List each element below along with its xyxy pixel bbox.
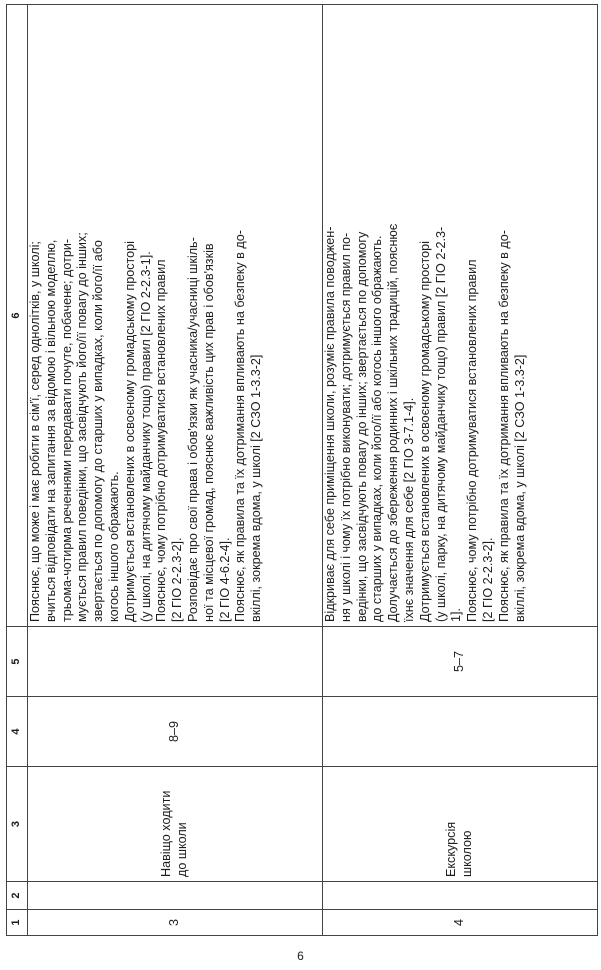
empty-cell (28, 882, 323, 910)
header-cell-2: 2 (7, 882, 28, 910)
result-line: ної та місцевої громад, пояснює важливість цих прав і обов'язків (201, 243, 216, 622)
result-line: Пояснює, як правила та їх дотримання впливають на безпеку в до- (496, 230, 511, 622)
result-line: 1]. (449, 607, 464, 622)
result-line: їхнє значення для себе [2 ГІО 3-7.1-4]. (401, 397, 416, 622)
table-row (323, 5, 598, 936)
hours-cell (28, 627, 323, 697)
title-line: до школи (175, 822, 189, 877)
lesson-title (323, 767, 598, 882)
row-number: 4 (323, 910, 598, 936)
result-line: [2 ГІО 4-6.2-4]. (217, 537, 232, 622)
hours-cell: 5–7 (323, 627, 598, 697)
result-line: (у школі, на дитячому майданчику тощо) правил [2 ГІО 2-2.3-1]. (138, 251, 153, 622)
header-cell-3: 3 (7, 767, 28, 882)
expected-results (28, 5, 323, 627)
table-row (28, 5, 323, 936)
result-line: до старших у випадках, коли його/її або когось іншого ображають. (370, 235, 385, 622)
result-line: когось іншого ображають. (106, 471, 121, 622)
result-line: Пояснює, чому потрібно дотримуватися встановлених правил (154, 259, 169, 622)
title-line: школою (460, 830, 474, 877)
result-line: звертається по допомогу до старших у випадках, коли його/її або (91, 240, 106, 622)
header-cell-5: 5 (7, 627, 28, 697)
result-line: вкіллі, зокрема вдома, у школі [2 СЗО 1-3.3-2] (249, 354, 264, 622)
result-line: Відкриває для себе приміщення школи, розуміє правила поводжен- (323, 226, 337, 622)
result-line: Пояснює, що може і має робити в сім'ї, серед однолітків, у школі; (28, 241, 42, 622)
result-line: ня у школі і чому їх потрібно виконувати; дотримується правил по- (338, 232, 353, 622)
result-line: (у школі, парку, на дитячому майданчику тощо) правил [2 ГІО 2-2.3- (433, 226, 448, 622)
hours-cell: 8–9 (28, 697, 323, 767)
header-cell-1: 1 (7, 910, 28, 936)
page-number: 6 (297, 949, 304, 963)
empty-cell (323, 882, 598, 910)
rotated-page-content (6, 0, 596, 936)
header-cell-6: 6 (7, 5, 28, 627)
result-line: Розповідає про свої права і обов'язки як учасника/учасниці шкіль- (185, 237, 200, 622)
result-line: мується правил поведінки, що засвідчують його/її повагу до інших; (75, 232, 90, 622)
result-line: [2 ГІО 2-2.3-2]. (480, 537, 495, 622)
result-line: Пояснює, як правила та їх дотримання впливають на безпеку в до- (233, 230, 248, 622)
row-number: 3 (28, 910, 323, 936)
result-line: Дотримується встановлених в освоєному громадському просторі (122, 241, 137, 622)
lesson-title (28, 767, 323, 882)
title-line: Екскурсія (444, 821, 459, 877)
result-line: Долучається до збереження родинних і шкільних традицій, пояснює (386, 223, 401, 622)
title-line: Навіщо ходити (159, 790, 174, 877)
expected-results (323, 5, 598, 627)
curriculum-table (6, 4, 598, 936)
result-line: [2 ГІО 2-2.3-2]. (170, 537, 185, 622)
result-line: вчиться відповідати на запитання за відомою і вільною моделлю, (43, 239, 58, 622)
hours-cell (323, 697, 598, 767)
result-line: трьома-чотирма реченнями передавати почуте, побачене; дотри- (59, 238, 74, 622)
header-row (7, 5, 28, 936)
result-line: Дотримується встановлених в освоєному громадському просторі (417, 241, 432, 622)
result-line: ведінки, що засвідчують повагу до інших; звертається по допомогу (354, 231, 369, 622)
result-line: вкіллі, зокрема вдома, у школі [2 СЗО 1-3.3-2] (512, 354, 527, 622)
header-cell-4: 4 (7, 697, 28, 767)
result-line: Пояснює, чому потрібно дотримуватися встановлених правил (465, 259, 480, 622)
